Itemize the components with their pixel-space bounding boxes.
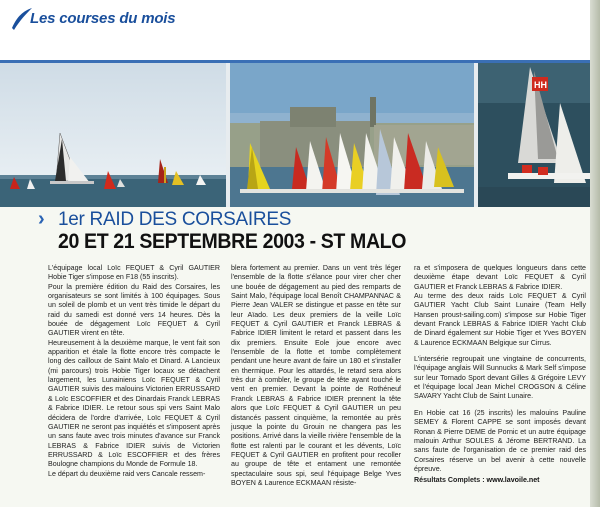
results-link[interactable]: www.lavoile.net bbox=[486, 476, 540, 485]
article-kicker: 1er RAID DES CORSAIRES bbox=[58, 209, 292, 230]
results-label: Résultats Complets : bbox=[414, 476, 485, 485]
photo-catamarans-at-sea bbox=[0, 63, 226, 207]
paragraph: Pour la première édition du Raid des Corsaires, les organisateurs se sont limités à 100 équipages. Sous un soleil de plomb et un vent très timide le départ du raid du samedi est donné vers 14 heures. Dès la bouée de dégagement Loïc FEQUET & Cyril GAUTIER virent en tête. bbox=[48, 282, 220, 338]
paragraph: Le départ du deuxième raid vers Cancale ressem- bbox=[48, 469, 206, 478]
paragraph: L'intersérie regroupait une vingtaine de concurrents, l'équipage anglais Will Sunnucks & Mark Self s'impose sur leur Tornado Sport devant Gilles & Grégoire LEVY et l'équipage local Jean Michel CROGSON & Céline SAVARY Yacht Club de Saint Lunaire. bbox=[414, 355, 586, 401]
article-column-3 bbox=[414, 264, 586, 486]
photo-hh-catamaran bbox=[478, 63, 590, 207]
paragraph: Heureusement à la deuxième marque, le vent fait son apparition et étale la flotte encore très compacte le long des cailloux de Saint Malo et Dinard. A Lancieux (mi parcours) trois Hobie Tiger locaux se détachent largement, les Lunainiens Loïc FEQUET & Cyril GAUTIER suivis des malouins Victorien ERRUSSARD & Loïc ESCOFFIER et des Dinardais Franck LEBRAS & Fabrice IDIER. Le retour sous spi vers Saint Malo décidera de l'ordre d'arrivée, Loïc FEQUET & Cyril GAUTIER ne seront pas inquiétés et s'imposent après un sans faute avec trois minutes d'avance sur Franck LEBRAS & Fabrice IDIER suivis de Victorien ERRUSSARD & Loïc ESCOFFIER et des frères Boulogne champions du Monde de Formule 18. bbox=[48, 338, 220, 469]
section-title: Les courses du mois bbox=[30, 10, 176, 27]
article-title: 20 ET 21 SEPTEMBRE 2003 - ST MALO bbox=[58, 230, 407, 253]
page-header bbox=[0, 0, 600, 62]
article-column-2 bbox=[231, 264, 401, 488]
chevron-right-icon: › bbox=[38, 208, 45, 230]
paragraph: ra et s'imposera de quelques longueurs dans cette deuxième étape devant Loïc FEQUET & Cyril GAUTIER et Franck LEBRAS & Fabrice IDIER. bbox=[414, 264, 586, 291]
paragraph: En Hobie cat 16 (25 inscrits) les malouins Pauline SEMEY & Florent CAPPE se sont imposés devant Ronan & Pierre DEME de Pornic et un autre équipage malouin Arthur SOULES & Jérome BERTRAND. La sans faute de l'organisation de ce premier raid des Corsaires réserve un bel avenir à cette nouvelle épreuve. bbox=[414, 408, 586, 473]
paragraph: blera fortement au premier. Dans un vent très léger l'ensemble de la flotte s'élance pour virer cher cher une bouée de dégagement au pied des remparts de Saint Malo, l'équipage local Benoît CHAMPANNAC & Pierre Jean VALER se distingue et passe en tête sur leur Aïado. Les deux premiers de la veille Loïc FEQUET & Cyril GAUTIER et Franck LEBRAS & Fabrice IDIER limitent le retard et passent dans les dix premiers. Ensuite Eole joue encore avec l'ensemble de la flotte et tombe complètement pendant une heure avant de faire un 180 et s'installer en thermique. Pour les attardés, le retard sera alors très dur à combler, le groupe de tête ayant touché le vent en premier. Devant la pointe de Rothéneuf Franck LEBRAS & Fabrice IDIER prennent la tête alors que Loïc FEQUET & Cyril GAUTIER un peu distancés passent cinquième, la remontée au près jusque la pointe du Grouin ne changera pas les positions. Arrivé dans la vieille rivière l'ensemble de la flotte est ralenti par le courant et les dévents, Loïc FEQUET & Cyril GAUTIER en profitent pour recoller au groupe de tête et entament une remontée spectaculaire sous spi, seul l'équipage Belge Yves BOYEN & Laurence ECKMAAN résiste- bbox=[231, 264, 401, 487]
svg-text:HH: HH bbox=[534, 80, 547, 90]
article-column-1 bbox=[48, 264, 220, 479]
paragraph: L'équipage local Loïc FEQUET & Cyril GAUTIER Hobie Tiger s'impose en F18 (55 inscrits). bbox=[48, 264, 220, 282]
article-body bbox=[48, 264, 586, 504]
photo-strip bbox=[0, 63, 590, 207]
results-line bbox=[414, 476, 586, 485]
photo-fleet-before-fort bbox=[230, 63, 474, 207]
paragraph: Au terme des deux raids Loïc FEQUET & Cyril GAUTIER Yacht Club Saint Lunaire (Team Helly Hansen proust-sailing.com) s'impose sur Hobie Tiger devant Franck LEBRAS & Fabrice IDIER Yacht Club de Dinard également sur Hobie Tiger et Yves BOYEN & Laurence ECKMAAN Belgique sur Cirrus. bbox=[414, 292, 586, 347]
page-gutter bbox=[590, 0, 600, 507]
